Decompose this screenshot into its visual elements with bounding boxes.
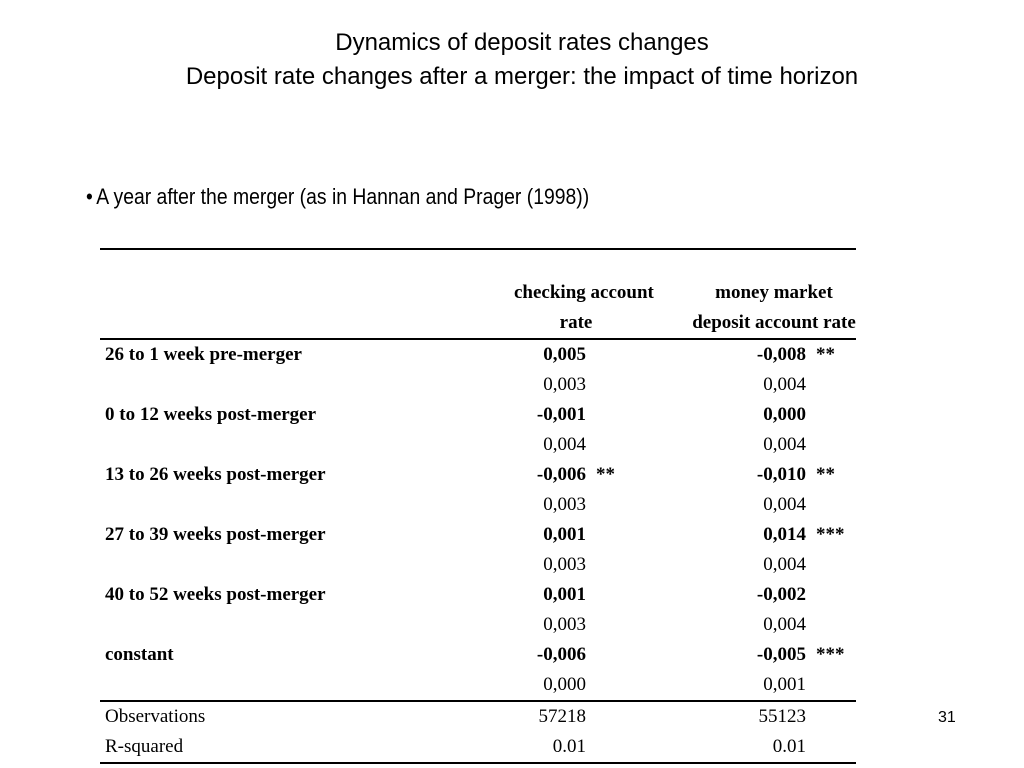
- coefficient-row: [100, 640, 856, 670]
- checking-standard-error: 0,003: [543, 494, 586, 515]
- money-market-se-spacer: [806, 430, 856, 460]
- row-label: 13 to 26 weeks post-merger: [105, 464, 326, 485]
- slide-subtitle: Deposit rate changes after a merger: the impact of time horizon: [185, 63, 859, 90]
- money-market-coefficient: -0,002: [756, 584, 806, 605]
- money-market-se-spacer: [806, 550, 856, 580]
- money-market-stat-spacer: [806, 701, 856, 732]
- bullet-text: A year after the merger (as in Hannan and Prager (1998)): [96, 184, 590, 209]
- row-label-empty: [100, 490, 418, 520]
- money-market-coefficient: -0,005: [756, 644, 806, 665]
- checking-stat-value: 57218: [538, 706, 586, 727]
- checking-standard-error: 0,000: [418, 670, 586, 701]
- row-label: 26 to 1 week pre-merger: [105, 344, 302, 365]
- checking-se-spacer: [586, 490, 638, 520]
- checking-standard-error: 0,003: [543, 554, 586, 575]
- bullet-icon: •: [86, 184, 93, 209]
- money-market-significance: [806, 580, 856, 610]
- bullet-point: [86, 182, 589, 212]
- checking-se-spacer: [586, 430, 638, 460]
- row-label: 0 to 12 weeks post-merger: [105, 404, 317, 425]
- coefficient-row: [100, 339, 856, 370]
- money-market-se-spacer: [806, 370, 856, 400]
- money-market-standard-error: 0,004: [763, 434, 806, 455]
- money-market-se-spacer: [806, 610, 856, 640]
- row-label: 40 to 52 weeks post-merger: [105, 584, 326, 605]
- stat-label: R-squared: [100, 732, 418, 763]
- results-table: [100, 250, 856, 764]
- standard-error-row: [100, 370, 856, 400]
- checking-standard-error: 0,003: [543, 614, 586, 635]
- money-market-significance: **: [816, 344, 835, 365]
- table-spacer-row: [100, 250, 856, 278]
- standard-error-row: [100, 610, 856, 640]
- money-market-significance: **: [816, 464, 835, 485]
- column-header-checking-line1: checking account: [514, 282, 654, 303]
- checking-coefficient: -0,001: [536, 404, 586, 425]
- money-market-se-spacer: [806, 490, 856, 520]
- checking-coefficient: 0,005: [543, 344, 586, 365]
- money-market-significance: ***: [816, 644, 845, 665]
- money-market-standard-error: 0,004: [763, 374, 806, 395]
- checking-se-spacer: [586, 370, 638, 400]
- money-market-significance: [806, 400, 856, 430]
- coefficient-row: [100, 400, 856, 430]
- regression-table: [100, 248, 856, 764]
- money-market-coefficient: -0,008: [756, 344, 806, 365]
- checking-significance: [586, 520, 638, 550]
- checking-significance: [586, 339, 638, 370]
- row-label-empty: [100, 370, 418, 400]
- money-market-coefficient: 0,000: [763, 404, 806, 425]
- money-market-se-spacer: [806, 670, 856, 701]
- slide-title: Dynamics of deposit rates changes: [335, 29, 709, 56]
- money-market-coefficient: -0,010: [756, 464, 806, 485]
- money-market-standard-error: 0,004: [763, 554, 806, 575]
- money-market-standard-error: 0,001: [638, 670, 806, 701]
- standard-error-row: [100, 670, 856, 701]
- checking-stat-spacer: [586, 732, 638, 763]
- checking-standard-error: 0,003: [543, 374, 586, 395]
- stat-label: Observations: [105, 706, 206, 727]
- checking-se-spacer: [586, 610, 638, 640]
- money-market-coefficient: 0,014: [763, 524, 806, 545]
- coefficient-row: [100, 460, 856, 490]
- checking-stat-spacer: [586, 701, 638, 732]
- checking-se-spacer: [586, 550, 638, 580]
- money-market-significance: ***: [816, 524, 845, 545]
- coefficient-row: [100, 520, 856, 550]
- column-header-money-market-line1: money market: [715, 282, 833, 303]
- money-market-stat-value: 55123: [758, 706, 806, 727]
- checking-coefficient: -0,006: [536, 644, 586, 665]
- standard-error-row: [100, 550, 856, 580]
- checking-standard-error: 0,004: [543, 434, 586, 455]
- checking-coefficient: -0,006: [536, 464, 586, 485]
- row-label-empty: [100, 550, 418, 580]
- money-market-standard-error: 0,004: [763, 614, 806, 635]
- table-header-row: [100, 308, 856, 339]
- column-header-money-market-line2: deposit account rate: [638, 308, 856, 339]
- checking-coefficient: 0,001: [543, 524, 586, 545]
- row-label: 27 to 39 weeks post-merger: [105, 524, 326, 545]
- checking-significance: **: [596, 464, 615, 485]
- table-header-row: [100, 278, 856, 308]
- checking-significance: [586, 580, 638, 610]
- money-market-standard-error: 0,004: [763, 494, 806, 515]
- row-label-empty: [100, 610, 418, 640]
- money-market-stat-spacer: [806, 732, 856, 763]
- coefficient-row: [100, 580, 856, 610]
- column-header-checking-line2: rate: [418, 308, 638, 339]
- row-label: constant: [105, 644, 174, 665]
- page-number: 31: [938, 709, 956, 726]
- checking-significance: [586, 400, 638, 430]
- row-label-empty: [100, 430, 418, 460]
- checking-coefficient: 0,001: [543, 584, 586, 605]
- row-label-empty: [100, 670, 418, 701]
- standard-error-row: [100, 430, 856, 460]
- statistics-row: [100, 732, 856, 763]
- checking-stat-value: 0.01: [418, 732, 586, 763]
- checking-significance: [586, 640, 638, 670]
- statistics-row: [100, 701, 856, 732]
- standard-error-row: [100, 490, 856, 520]
- checking-se-spacer: [586, 670, 638, 701]
- money-market-stat-value: 0.01: [638, 732, 806, 763]
